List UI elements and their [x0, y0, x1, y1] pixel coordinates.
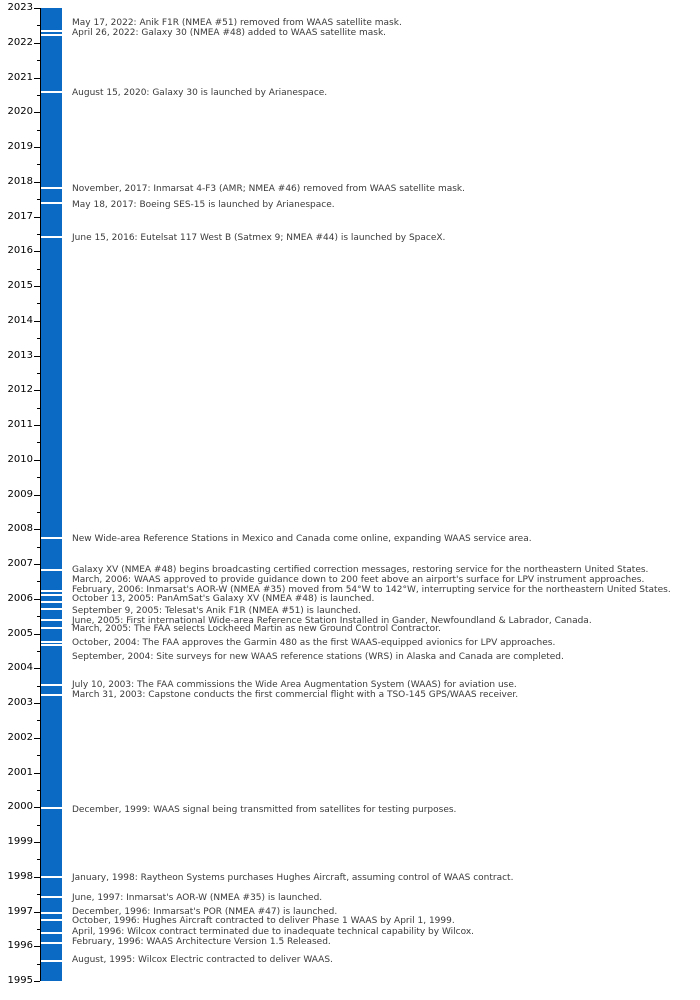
- year-tick-label: 2005: [7, 627, 33, 639]
- year-tick-label: 2004: [7, 662, 33, 674]
- event-label: October, 1996: Hughes Aircraft contracted to deliver Phase 1 WAAS by April 1, 1999.: [72, 916, 455, 926]
- event-label: February, 1996: WAAS Architecture Version 1.5 Released.: [72, 937, 331, 947]
- event-label: September, 2004: Site surveys for new WAAS reference stations (WRS) in Alaska and Canada are completed.: [72, 652, 564, 662]
- event-marker: [41, 91, 62, 93]
- year-tick-label: 2021: [7, 71, 33, 83]
- year-tick-label: 1997: [7, 905, 33, 917]
- event-label: June 15, 2016: Eutelsat 117 West B (Satmex 9; NMEA #44) is launched by SpaceX.: [72, 233, 446, 243]
- event-marker: [41, 569, 62, 571]
- major-tick: [34, 981, 40, 982]
- event-label: August, 1995: Wilcox Electric contracted to deliver WAAS.: [72, 955, 333, 965]
- event-marker: [41, 807, 62, 809]
- year-tick-label: 2023: [7, 2, 33, 13]
- event-label: February, 2006: Inmarsat's AOR-W (NMEA #35) moved from 54°W to 142°W, interrupting service for the northeastern United States.: [72, 585, 671, 595]
- event-label: May 18, 2017: Boeing SES-15 is launched by Arianespace.: [72, 200, 335, 210]
- year-tick-label: 2008: [7, 523, 33, 535]
- year-tick-label: 2013: [7, 349, 33, 361]
- year-tick-label: 2006: [7, 592, 33, 604]
- year-tick-label: 2002: [7, 731, 33, 743]
- event-marker: [41, 601, 62, 603]
- year-tick-label: 2001: [7, 766, 33, 778]
- year-tick-label: 2010: [7, 453, 33, 465]
- year-tick-label: 2020: [7, 106, 33, 118]
- event-marker: [41, 30, 62, 32]
- event-label: New Wide-area Reference Stations in Mexico and Canada come online, expanding WAAS service area.: [72, 534, 532, 544]
- event-label: July 10, 2003: The FAA commissions the Wide Area Augmentation System (WAAS) for aviation use.: [72, 680, 517, 690]
- event-marker: [41, 608, 62, 610]
- event-label: October 13, 2005: PanAmSat's Galaxy XV (NMEA #48) is launched.: [72, 594, 375, 604]
- event-label: December, 1996: Inmarsat's POR (NMEA #47) is launched.: [72, 907, 338, 917]
- event-marker: [41, 876, 62, 878]
- year-tick-label: 2015: [7, 280, 33, 291]
- year-tick-label: 2003: [7, 697, 33, 708]
- event-marker: [41, 932, 62, 934]
- event-marker: [41, 644, 62, 646]
- year-tick-label: 2019: [7, 141, 33, 152]
- year-tick-label: 2000: [7, 801, 33, 813]
- year-tick-label: 2007: [7, 558, 33, 569]
- event-label: April, 1996: Wilcox contract terminated due to inadequate technical capability by Wilcox.: [72, 927, 475, 937]
- event-marker: [41, 187, 62, 189]
- year-tick-label: 2009: [7, 488, 33, 500]
- event-marker: [41, 694, 62, 696]
- event-marker: [41, 34, 62, 36]
- event-marker: [41, 960, 62, 962]
- event-label: October, 2004: The FAA approves the Garmin 480 as the first WAAS-equipped avionics for LPV approaches.: [72, 638, 556, 648]
- year-tick-label: 1995: [7, 975, 33, 986]
- event-label: September 9, 2005: Telesat's Anik F1R (NMEA #51) is launched.: [72, 606, 361, 616]
- year-tick-label: 2014: [7, 314, 33, 326]
- event-label: November, 2017: Inmarsat 4-F3 (AMR; NMEA #46) removed from WAAS satellite mask.: [72, 184, 465, 194]
- year-tick-label: 1999: [7, 836, 33, 847]
- event-label: March, 2005: The FAA selects Lockheed Martin as new Ground Control Contractor.: [72, 624, 441, 634]
- event-label: March, 2006: WAAS approved to provide guidance down to 200 feet above an airport's surface for LPV instrument approaches.: [72, 575, 645, 585]
- year-tick-label: 1998: [7, 870, 33, 882]
- event-marker: [41, 619, 62, 621]
- event-label: March 31, 2003: Capstone conducts the first commercial flight with a TSO-145 GPS/WAAS receiver.: [72, 690, 519, 700]
- event-marker: [41, 896, 62, 898]
- event-marker: [41, 641, 62, 643]
- year-tick-label: 2018: [7, 175, 33, 187]
- event-marker: [41, 537, 62, 539]
- year-tick-label: 2012: [7, 384, 33, 396]
- event-marker: [41, 942, 62, 944]
- event-label: April 26, 2022: Galaxy 30 (NMEA #48) added to WAAS satellite mask.: [72, 28, 387, 38]
- timeline-bar: [41, 8, 62, 981]
- event-marker: [41, 919, 62, 921]
- event-marker: [41, 590, 62, 592]
- year-tick-label: 1996: [7, 940, 33, 952]
- event-label: Galaxy XV (NMEA #48) begins broadcasting certified correction messages, restoring service for the northeastern United States.: [72, 565, 649, 575]
- event-marker: [41, 627, 62, 629]
- event-marker: [41, 684, 62, 686]
- event-label: August 15, 2020: Galaxy 30 is launched by Arianespace.: [72, 88, 328, 98]
- event-marker: [41, 236, 62, 238]
- year-tick-label: 2011: [7, 419, 33, 430]
- event-label: January, 1998: Raytheon Systems purchases Hughes Aircraft, assuming control of WAAS contract.: [72, 873, 514, 883]
- year-tick-label: 2016: [7, 245, 33, 257]
- event-marker: [41, 912, 62, 914]
- event-label: June, 1997: Inmarsat's AOR-W (NMEA #35) is launched.: [72, 893, 323, 903]
- event-label: May 17, 2022: Anik F1R (NMEA #51) removed from WAAS satellite mask.: [72, 18, 402, 28]
- year-tick-label: 2022: [7, 36, 33, 48]
- year-tick-label: 2017: [7, 210, 33, 222]
- event-label: December, 1999: WAAS signal being transmitted from satellites for testing purposes.: [72, 805, 457, 815]
- event-marker: [41, 594, 62, 596]
- event-marker: [41, 202, 62, 204]
- event-label: June, 2005: First international Wide-area Reference Station Installed in Gander, Newfoundland & Labrador, Canada.: [72, 616, 592, 626]
